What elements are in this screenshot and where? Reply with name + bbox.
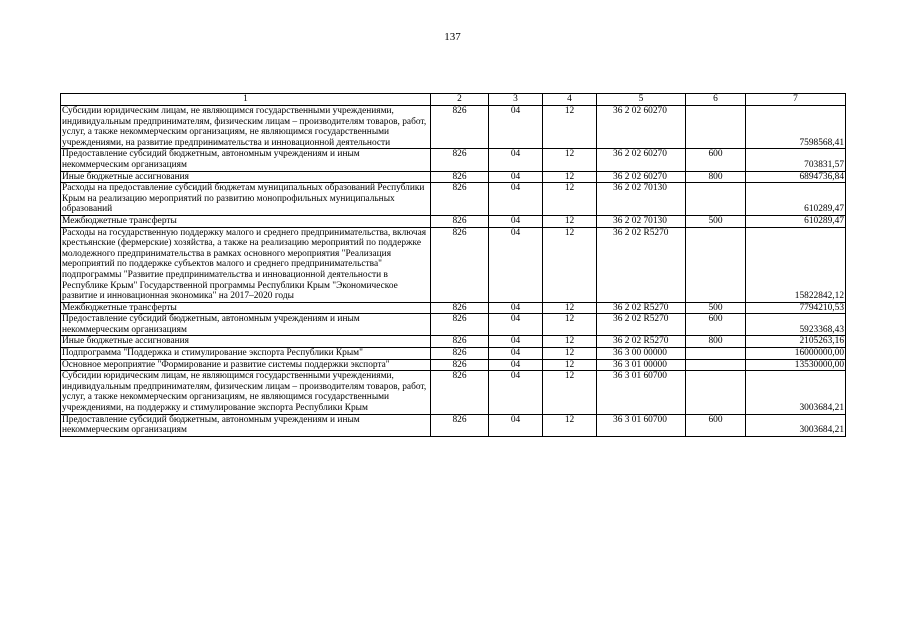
expense-type-cell — [686, 183, 746, 216]
subsection-cell: 12 — [543, 414, 597, 436]
code-cell: 826 — [431, 359, 489, 371]
amount-cell: 610289,47 — [746, 183, 846, 216]
header-cell: 5 — [597, 94, 686, 106]
header-cell: 3 — [489, 94, 543, 106]
subsection-cell: 12 — [543, 183, 597, 216]
target-article-cell: 36 2 02 R5270 — [597, 227, 686, 302]
target-article-cell: 36 2 02 70130 — [597, 215, 686, 227]
target-article-cell: 36 3 01 00000 — [597, 359, 686, 371]
section-cell: 04 — [489, 348, 543, 360]
amount-cell: 703831,57 — [746, 149, 846, 171]
section-cell: 04 — [489, 336, 543, 348]
code-cell: 826 — [431, 183, 489, 216]
amount-cell: 13530000,00 — [746, 359, 846, 371]
code-cell: 826 — [431, 171, 489, 183]
code-cell: 826 — [431, 215, 489, 227]
expense-type-cell — [686, 371, 746, 414]
expense-type-cell — [686, 106, 746, 149]
target-article-cell: 36 3 00 00000 — [597, 348, 686, 360]
section-cell: 04 — [489, 149, 543, 171]
table-row — [61, 215, 846, 227]
row-name-cell: Основное мероприятие "Формирование и развитие системы поддержки экспорта" — [61, 359, 431, 371]
subsection-cell: 12 — [543, 302, 597, 314]
table-row — [61, 371, 846, 414]
header-cell: 4 — [543, 94, 597, 106]
code-cell: 826 — [431, 149, 489, 171]
expense-type-cell — [686, 359, 746, 371]
target-article-cell: 36 2 02 60270 — [597, 149, 686, 171]
target-article-cell: 36 2 02 70130 — [597, 183, 686, 216]
table-row — [61, 348, 846, 360]
row-name-cell: Предоставление субсидий бюджетным, автономным учреждениям и иным некоммерческим организациям — [61, 149, 431, 171]
expense-type-cell: 800 — [686, 171, 746, 183]
code-cell: 826 — [431, 414, 489, 436]
section-cell: 04 — [489, 414, 543, 436]
amount-cell: 3003684,21 — [746, 371, 846, 414]
code-cell: 826 — [431, 314, 489, 336]
section-cell: 04 — [489, 302, 543, 314]
section-cell: 04 — [489, 371, 543, 414]
code-cell: 826 — [431, 336, 489, 348]
subsection-cell: 12 — [543, 314, 597, 336]
section-cell: 04 — [489, 215, 543, 227]
expense-type-cell: 600 — [686, 414, 746, 436]
section-cell: 04 — [489, 106, 543, 149]
subsection-cell: 12 — [543, 348, 597, 360]
code-cell: 826 — [431, 227, 489, 302]
expense-type-cell — [686, 227, 746, 302]
target-article-cell: 36 2 02 R5270 — [597, 336, 686, 348]
section-cell: 04 — [489, 183, 543, 216]
section-cell: 04 — [489, 171, 543, 183]
target-article-cell: 36 2 02 R5270 — [597, 314, 686, 336]
table-row — [61, 336, 846, 348]
code-cell: 826 — [431, 371, 489, 414]
row-name-cell: Субсидии юридическим лицам, не являющимся государственными учреждениями, индивидуальным предпринимателям, физическим лицам – производителям товаров, работ, услуг, а также некоммерческим организациям, не являющимся государственными учреждениями, на развитие предпринимательства и инновационной деятельности — [61, 106, 431, 149]
subsection-cell: 12 — [543, 336, 597, 348]
table-row — [61, 302, 846, 314]
row-name-cell: Межбюджетные трансферты — [61, 302, 431, 314]
target-article-cell: 36 3 01 60700 — [597, 414, 686, 436]
subsection-cell: 12 — [543, 227, 597, 302]
row-name-cell: Иные бюджетные ассигнования — [61, 171, 431, 183]
subsection-cell: 12 — [543, 359, 597, 371]
amount-cell: 610289,47 — [746, 215, 846, 227]
amount-cell: 2105263,16 — [746, 336, 846, 348]
row-name-cell: Расходы на государственную поддержку малого и среднего предпринимательства, включая крестьянские (фермерские) хозяйства, а также на реализацию мероприятий по поддержке молодежного предпринимательства в рамках основного мероприятия "Реализация мероприятий по поддержке субъектов малого и среднего предпринимательства" подпрограммы "Развитие предпринимательства и инновационной деятельности в Республике Крым" Государственной программы Республики Крым "Экономическое развитие и инновационная экономика" на 2017–2020 годы — [61, 227, 431, 302]
code-cell: 826 — [431, 302, 489, 314]
row-name-cell: Подпрограмма "Поддержка и стимулирование экспорта Республики Крым" — [61, 348, 431, 360]
table-row — [61, 314, 846, 336]
table-row — [61, 359, 846, 371]
header-row — [61, 94, 846, 106]
subsection-cell: 12 — [543, 149, 597, 171]
amount-cell: 16000000,00 — [746, 348, 846, 360]
section-cell: 04 — [489, 359, 543, 371]
amount-cell: 6894736,84 — [746, 171, 846, 183]
amount-cell: 5923368,43 — [746, 314, 846, 336]
row-name-cell: Предоставление субсидий бюджетным, автономным учреждениям и иным некоммерческим организациям — [61, 414, 431, 436]
target-article-cell: 36 3 01 60700 — [597, 371, 686, 414]
budget-table — [60, 93, 846, 437]
table-row — [61, 171, 846, 183]
target-article-cell: 36 2 02 60270 — [597, 106, 686, 149]
amount-cell: 7598568,41 — [746, 106, 846, 149]
target-article-cell: 36 2 02 R5270 — [597, 302, 686, 314]
subsection-cell: 12 — [543, 171, 597, 183]
section-cell: 04 — [489, 227, 543, 302]
expense-type-cell: 600 — [686, 149, 746, 171]
row-name-cell: Расходы на предоставление субсидий бюджетам муниципальных образований Республики Крым на реализацию мероприятий по развитию монопрофильных муниципальных образований — [61, 183, 431, 216]
row-name-cell: Предоставление субсидий бюджетным, автономным учреждениям и иным некоммерческим организациям — [61, 314, 431, 336]
code-cell: 826 — [431, 348, 489, 360]
expense-type-cell: 500 — [686, 215, 746, 227]
expense-type-cell: 600 — [686, 314, 746, 336]
page-number: 137 — [444, 31, 461, 43]
subsection-cell: 12 — [543, 371, 597, 414]
table-row — [61, 227, 846, 302]
code-cell: 826 — [431, 106, 489, 149]
row-name-cell: Межбюджетные трансферты — [61, 215, 431, 227]
amount-cell: 7794210,53 — [746, 302, 846, 314]
row-name-cell: Иные бюджетные ассигнования — [61, 336, 431, 348]
subsection-cell: 12 — [543, 215, 597, 227]
amount-cell: 3003684,21 — [746, 414, 846, 436]
header-cell: 2 — [431, 94, 489, 106]
row-name-cell: Субсидии юридическим лицам, не являющимся государственными учреждениями, индивидуальным предпринимателям, физическим лицам – производителям товаров, работ, услуг, а также некоммерческим организациям, не являющимся государственными учреждениями, на поддержку и стимулирование экспорта Республики Крым — [61, 371, 431, 414]
target-article-cell: 36 2 02 60270 — [597, 171, 686, 183]
header-cell: 1 — [61, 94, 431, 106]
section-cell: 04 — [489, 314, 543, 336]
expense-type-cell: 500 — [686, 302, 746, 314]
expense-type-cell: 800 — [686, 336, 746, 348]
table-row — [61, 183, 846, 216]
table-row — [61, 106, 846, 149]
header-cell: 6 — [686, 94, 746, 106]
header-cell: 7 — [746, 94, 846, 106]
expense-type-cell — [686, 348, 746, 360]
amount-cell: 15822842,12 — [746, 227, 846, 302]
table-row — [61, 414, 846, 436]
table-row — [61, 149, 846, 171]
subsection-cell: 12 — [543, 106, 597, 149]
